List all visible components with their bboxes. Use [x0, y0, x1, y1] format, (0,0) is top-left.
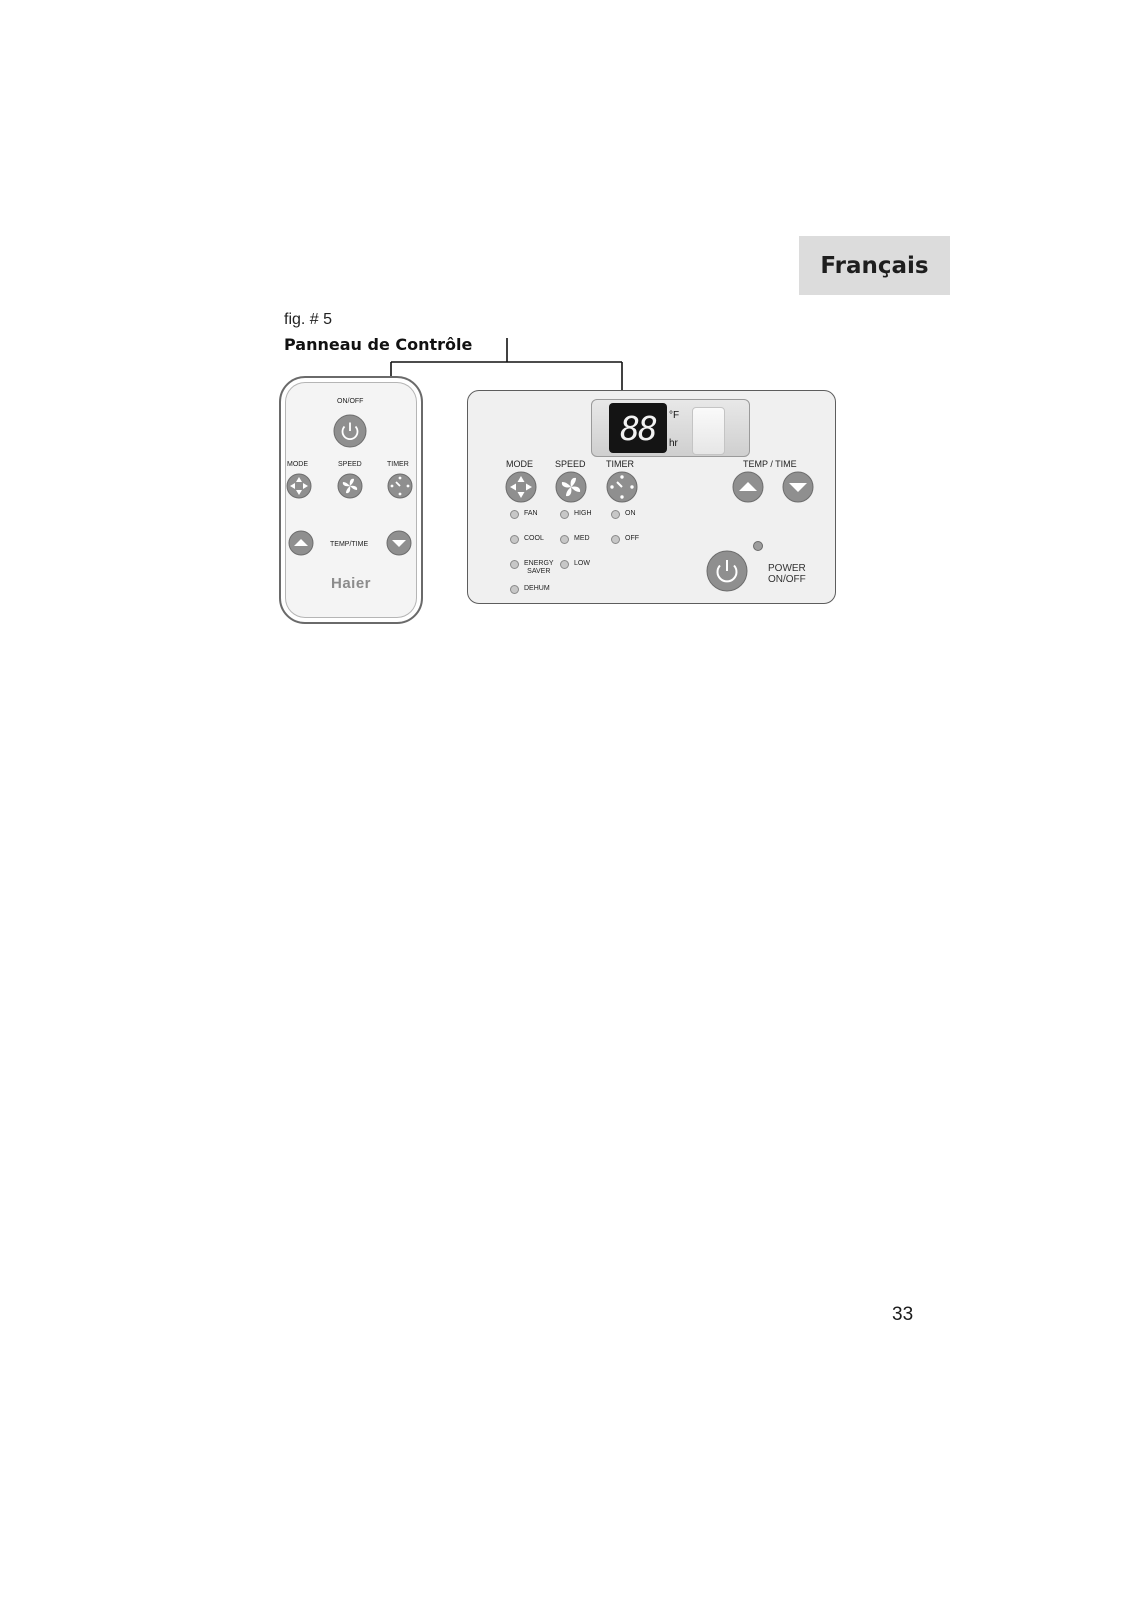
arrow-up-icon: [288, 530, 314, 556]
remote-mode-button[interactable]: [286, 473, 312, 499]
indicator-timer-off: OFF: [611, 535, 639, 544]
indicator-energy-saver: ENERGY SAVER: [510, 560, 554, 576]
fan-icon: [337, 473, 363, 499]
indicator-low: LOW: [560, 560, 590, 569]
indicator-fan: FAN: [510, 510, 538, 519]
panel-timer-button[interactable]: [606, 471, 638, 503]
panel-temp-time-label: TEMP / TIME: [743, 459, 797, 469]
mode-icon: [505, 471, 537, 503]
panel-temp-up-button[interactable]: [732, 471, 764, 503]
indicator-led: [510, 585, 519, 594]
remote-speed-label: SPEED: [338, 461, 362, 468]
remote-timer-label: TIMER: [387, 461, 409, 468]
power-label-line1: POWER: [768, 563, 806, 574]
panel-temp-down-button[interactable]: [782, 471, 814, 503]
display-digits: 88: [609, 403, 667, 453]
panel-mode-label: MODE: [506, 459, 533, 469]
panel-speed-button[interactable]: [555, 471, 587, 503]
timer-icon: [606, 471, 638, 503]
remote-control: [279, 376, 423, 624]
figure-label: fig. # 5: [284, 311, 333, 328]
remote-mode-label: MODE: [287, 461, 308, 468]
remote-brand-logo: Haier: [330, 575, 372, 592]
indicator-led: [510, 510, 519, 519]
indicator-led: [510, 535, 519, 544]
arrow-down-icon: [782, 471, 814, 503]
remote-temp-down-button[interactable]: [386, 530, 412, 556]
indicator-led: [560, 510, 569, 519]
indicator-led: [560, 535, 569, 544]
panel-power-button[interactable]: [706, 550, 748, 592]
power-icon: [706, 550, 748, 592]
remote-power-button[interactable]: [333, 414, 367, 448]
remote-timer-button[interactable]: [387, 473, 413, 499]
display-unit-hours: hr: [669, 438, 678, 449]
indicator-med: MED: [560, 535, 590, 544]
control-panel: [467, 390, 836, 604]
power-icon: [333, 414, 367, 448]
fan-icon: [555, 471, 587, 503]
remote-speed-button[interactable]: [337, 473, 363, 499]
indicator-cool: COOL: [510, 535, 544, 544]
indicator-led: [510, 560, 519, 569]
panel-speed-label: SPEED: [555, 459, 586, 469]
panel-timer-label: TIMER: [606, 459, 634, 469]
remote-onoff-label: ON/OFF: [337, 398, 364, 405]
timer-icon: [387, 473, 413, 499]
indicator-led: [611, 535, 620, 544]
arrow-up-icon: [732, 471, 764, 503]
display-unit-fahrenheit: °F: [669, 410, 680, 421]
power-label-line2: ON/OFF: [768, 574, 806, 585]
figure-title: Panneau de Contrôle: [284, 335, 473, 354]
language-tab: Français: [799, 236, 950, 295]
arrow-down-icon: [386, 530, 412, 556]
indicator-dehum: DEHUM: [510, 585, 550, 594]
indicator-timer-on: ON: [611, 510, 636, 519]
indicator-high: HIGH: [560, 510, 592, 519]
mode-icon: [286, 473, 312, 499]
remote-temp-time-label: TEMP/TIME: [330, 541, 369, 548]
display-window: [692, 407, 725, 455]
remote-temp-up-button[interactable]: [288, 530, 314, 556]
page-number: 33: [892, 1304, 914, 1325]
indicator-led: [611, 510, 620, 519]
indicator-led: [560, 560, 569, 569]
power-indicator-led: [753, 541, 763, 551]
led-display: [591, 399, 750, 457]
panel-mode-button[interactable]: [505, 471, 537, 503]
